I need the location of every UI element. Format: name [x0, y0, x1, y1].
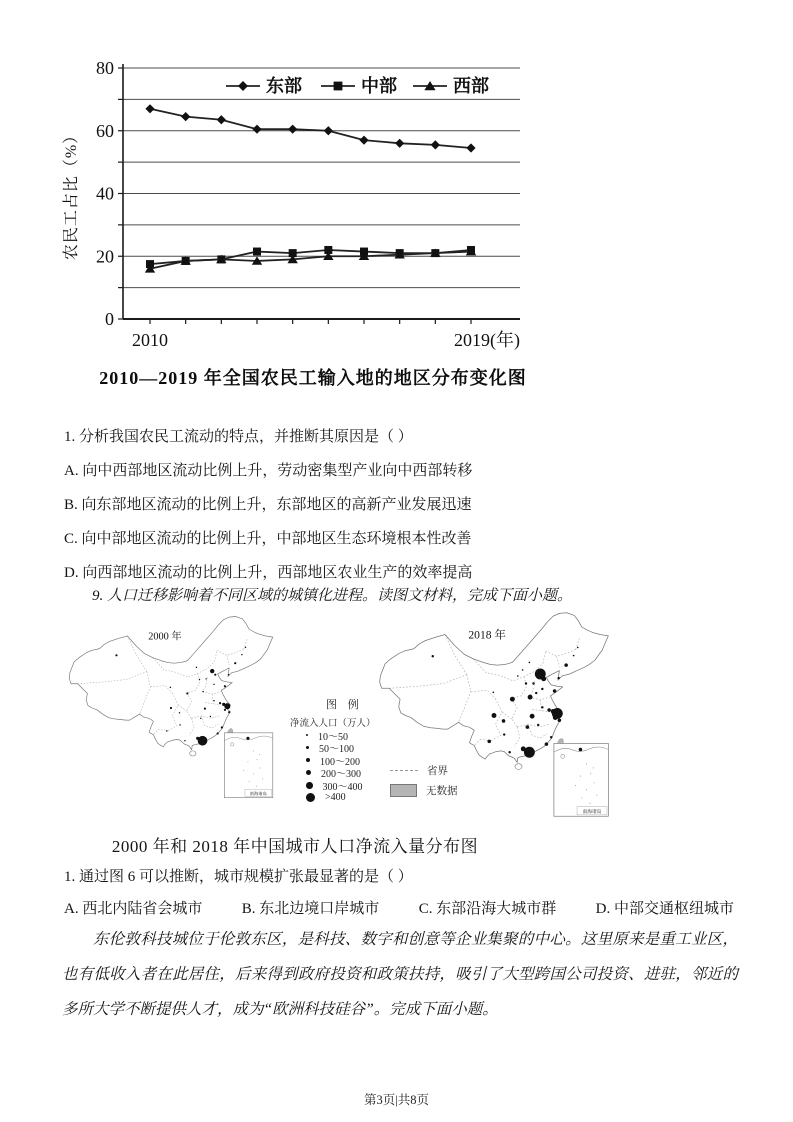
no-data-row	[390, 780, 458, 800]
dashed-boundary-icon	[390, 770, 418, 771]
legend-size-label: 50～100	[319, 744, 354, 756]
population-inflow-maps-figure	[60, 610, 740, 825]
question-10-option-c: C. 东部沿海大城市群	[418, 901, 557, 917]
dot-size-3-icon	[306, 758, 310, 762]
map-caption: 2000 年和 2018 年中国城市人口净流入量分布图	[111, 837, 479, 856]
question-10-option-d: D. 中部交通枢纽城市	[595, 901, 734, 917]
question-9-intro: 9. 人口迁移影响着不同区域的城镇化进程。读图文材料，完成下面小题。	[92, 588, 573, 604]
dot-size-1-icon	[306, 734, 308, 736]
legend-title: 图 例	[326, 699, 363, 711]
svg-text:60: 60	[96, 120, 114, 141]
svg-text:80: 80	[96, 58, 114, 78]
svg-text:0: 0	[105, 309, 114, 329]
question-10-option-b: B. 东北边境口岸城市	[241, 901, 380, 917]
svg-text:东部: 东部	[266, 76, 302, 96]
svg-text:40: 40	[96, 183, 114, 204]
dot-size-4-icon	[306, 770, 311, 775]
nodata-label: 无数据	[426, 785, 458, 797]
svg-text:南海诸岛: 南海诸岛	[582, 810, 602, 816]
dot-size-6-icon	[306, 793, 315, 802]
chart-caption: 2010—2019 年全国农民工输入地的地区分布变化图	[99, 368, 527, 388]
dot-size-2-icon	[306, 746, 309, 749]
legend-size-label: >400	[325, 792, 346, 804]
china-map-2000	[68, 614, 274, 802]
legend-size-row	[290, 779, 402, 792]
page-number: 第3页|共8页	[363, 1093, 429, 1107]
dot-size-5-icon	[306, 782, 313, 789]
question-10-option-a: A. 西北内陆省会城市	[64, 901, 203, 917]
legend-size-label: 200～300	[321, 769, 361, 781]
svg-text:中部: 中部	[361, 76, 397, 96]
legend-size-label: 100～200	[320, 756, 360, 768]
province-boundary-row	[390, 760, 458, 780]
question-1-option-a: A. 向中西部地区流动比例上升，劳动密集型产业向中西部转移	[64, 463, 473, 479]
svg-text:农民工占比（%）: 农民工占比（%）	[63, 126, 80, 261]
svg-text:南海诸岛: 南海诸岛	[249, 790, 267, 796]
map-legend	[290, 696, 402, 804]
question-1-stem: 1. 分析我国农民工流动的特点，并推断其原因是（ ）	[64, 429, 413, 445]
question-1-option-c: C. 向中部地区流动的比例上升，中部地区生态环境根本性改善	[64, 531, 472, 547]
svg-text:2018 年: 2018 年	[468, 628, 506, 642]
svg-text:2000 年: 2000 年	[148, 631, 182, 643]
legend-size-label: 10～50	[318, 731, 348, 743]
question-10-options	[64, 896, 734, 922]
migrant-worker-line-chart-figure	[58, 46, 568, 390]
question-10-stem: 1. 通过图 6 可以推断，城市规模扩张最显著的是（ ）	[64, 869, 413, 885]
question-1-option-b: B. 向东部地区流动的比例上升，东部地区的高新产业发展迅速	[64, 497, 472, 513]
gray-nodata-icon	[390, 784, 417, 797]
line-chart	[58, 46, 568, 358]
legend-subtitle: 净流入人口（万人）	[290, 719, 376, 729]
svg-text:西部: 西部	[453, 76, 489, 96]
legend-size-row	[290, 792, 402, 805]
svg-text:20: 20	[96, 246, 114, 267]
boundary-label: 省界	[427, 765, 448, 777]
legend-size-label: 300～400	[322, 781, 363, 793]
svg-text:2019(年): 2019(年)	[454, 330, 520, 350]
london-tech-city-passage: 东伦敦科技城位于伦敦东区，是科技、数字和创意等企业集聚的中心。这里原来是重工业区，也有低收入者在此居住，后来得到政府投资和政策扶持，吸引了大型跨国公司投资、进驻，邻近的多所大学不断提供人才，成为“欧洲科技硅谷”。完成下面小题。	[62, 931, 738, 1018]
question-1-block	[64, 420, 754, 590]
question-1-option-d: D. 向西部地区流动的比例上升，西部地区农业生产的效率提高	[64, 565, 473, 581]
map-legend-symbols	[390, 760, 458, 800]
svg-text:2010: 2010	[132, 330, 168, 350]
